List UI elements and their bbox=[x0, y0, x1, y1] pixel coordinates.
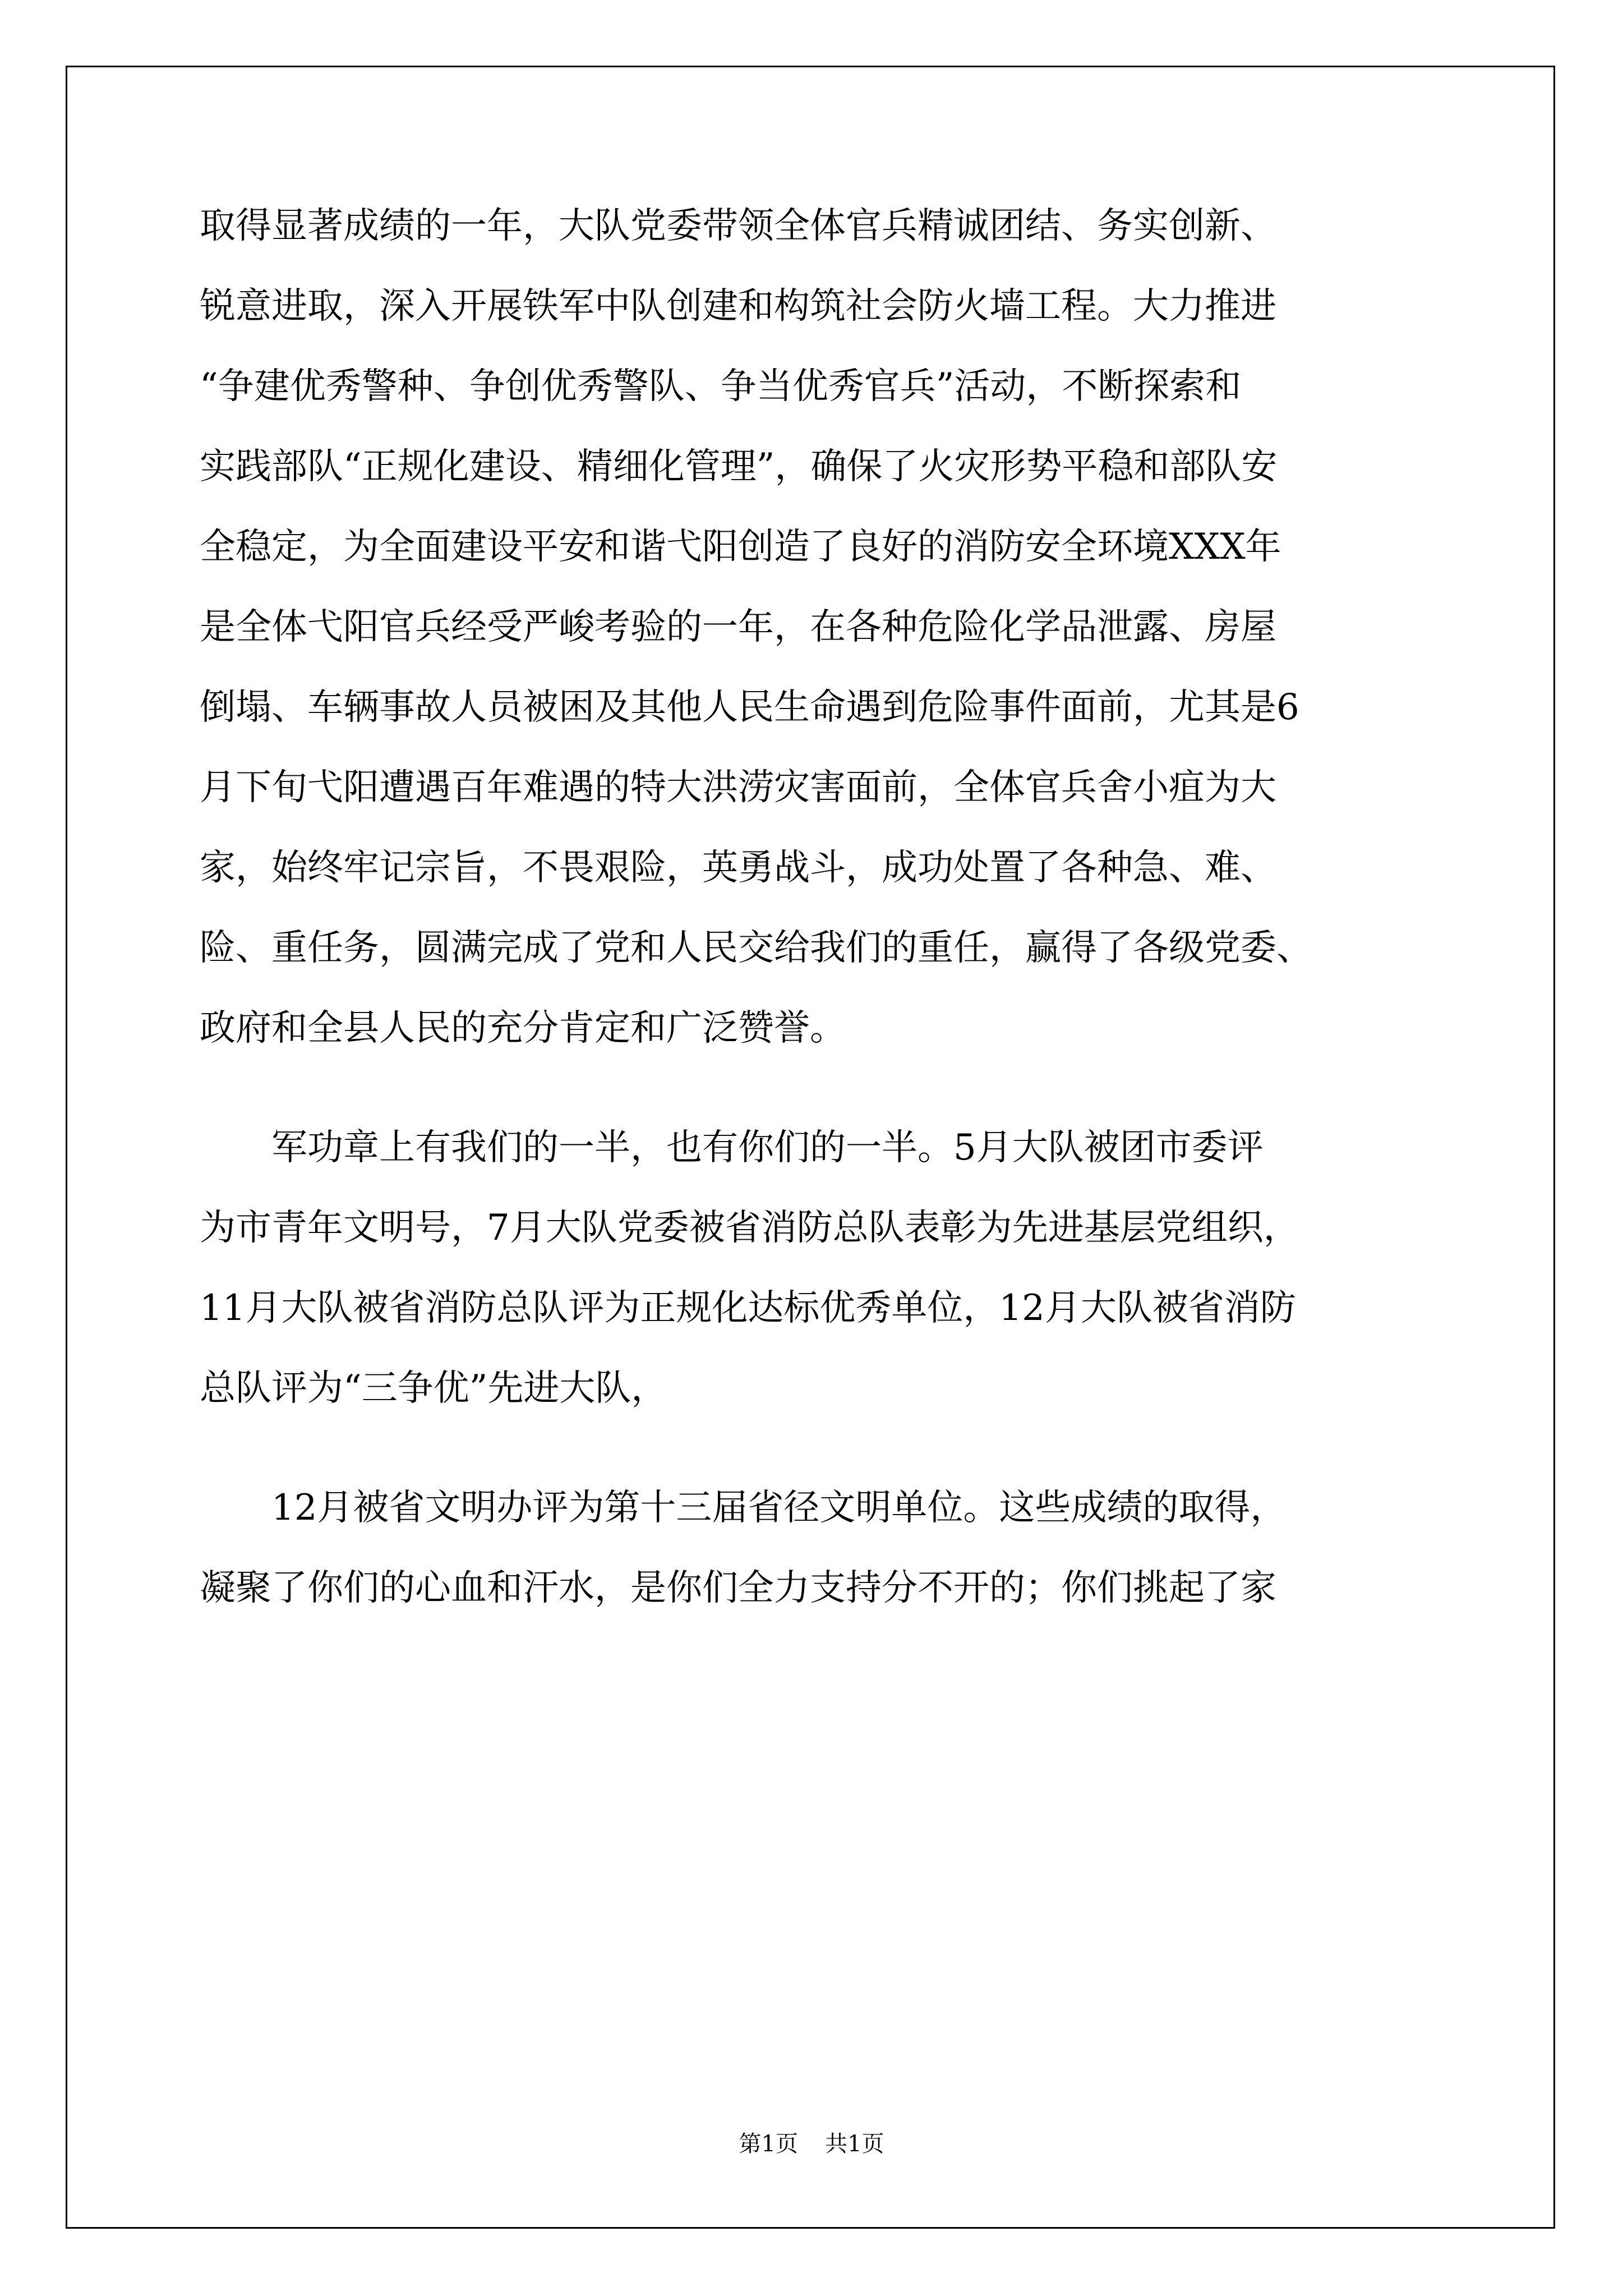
page-footer bbox=[0, 2126, 1623, 2158]
text-line: 险、重任务，圆满完成了党和人民交给我们的重任，赢得了各级党委、 bbox=[200, 927, 1312, 969]
paragraph-gap bbox=[200, 1069, 1467, 1108]
text-line: 倒塌、车辆事故人员被困及其他人民生命遇到危险事件面前，尤其是6 bbox=[200, 687, 1299, 728]
text-line: 凝聚了你们的心血和汗水，是你们全力支持分不开的；你们挑起了家 bbox=[200, 1567, 1276, 1609]
text-line: 实践部队“正规化建设、精细化管理”，确保了火灾形势平稳和部队安 bbox=[200, 446, 1278, 487]
text-line: 总队评为“三争优”先进大队， bbox=[200, 1368, 667, 1409]
text-line: 锐意进取，深入开展铁军中队创建和构筑社会防火墙工程。大力推进 bbox=[200, 286, 1276, 327]
text-line: 全稳定，为全面建设平安和谐弋阳创造了良好的消防安全环境XXX年 bbox=[200, 526, 1281, 568]
text-line: 是全体弋阳官兵经受严峻考验的一年，在各种危险化学品泄露、房屋 bbox=[200, 606, 1276, 648]
text-line: 11月大队被省消防总队评为正规化达标优秀单位，12月大队被省消防 bbox=[200, 1287, 1296, 1329]
page-number: 第1页 bbox=[739, 2131, 798, 2157]
text-line: 月下旬弋阳遭遇百年难遇的特大洪涝灾害面前，全体官兵舍小疽为大 bbox=[200, 767, 1276, 808]
text-line: 12月被省文明办评为第十三届省径文明单位。这些成绩的取得， bbox=[271, 1487, 1287, 1529]
text-line: 为市青年文明号，7月大队党委被省消防总队表彰为先进基层党组织， bbox=[200, 1207, 1299, 1249]
text-line: 政府和全县人民的充分肯定和广泛赞誉。 bbox=[200, 1007, 846, 1049]
text-line: 军功章上有我们的一半，也有你们的一半。5月大队被团市委评 bbox=[271, 1127, 1264, 1168]
text-line: “争建优秀警种、争创优秀警队、争当优秀官兵”活动，不断探索和 bbox=[200, 366, 1242, 407]
text-line: 家，始终牢记宗旨，不畏艰险，英勇战斗，成功处置了各种急、难、 bbox=[200, 847, 1276, 889]
page-total: 共1页 bbox=[825, 2131, 884, 2157]
text-line: 取得显著成绩的一年，大队党委带领全体官兵精诚团结、务实创新、 bbox=[200, 205, 1276, 247]
paragraph-gap bbox=[200, 1429, 1467, 1468]
document-body bbox=[200, 186, 1467, 1628]
